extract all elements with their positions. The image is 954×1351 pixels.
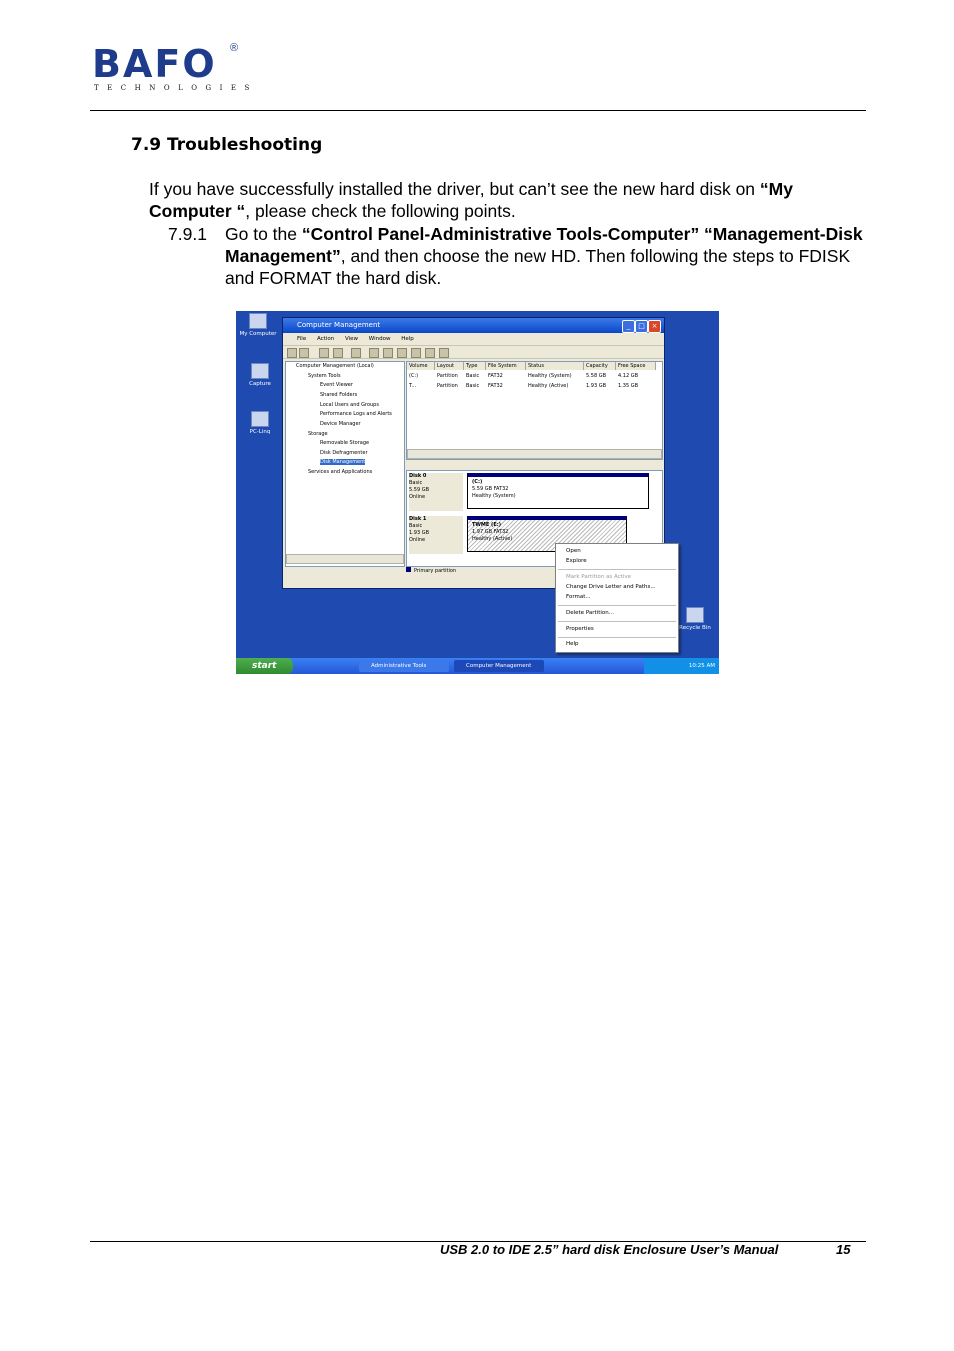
logo-registered-mark: ® [230, 42, 239, 54]
partition-label: TWME (E:) [472, 522, 502, 528]
footer-title: USB 2.0 to IDE 2.5” hard disk Enclosure User’s Manual [440, 1242, 779, 1257]
table-cell: FAT32 [488, 383, 503, 389]
disk1-state: Online [409, 537, 426, 543]
toolbar [283, 346, 664, 359]
tree-item[interactable]: Device Manager [320, 421, 361, 427]
tree-item[interactable]: Shared Folders [320, 392, 358, 398]
disk0-label[interactable] [409, 473, 463, 511]
step-text-1: Go to the [225, 224, 302, 244]
legend-swatch [406, 567, 411, 572]
legend-label: Primary partition [414, 568, 457, 574]
table-cell: 5.58 GB [586, 373, 607, 379]
desktop-icon-label: Recycle Bin [679, 625, 711, 631]
intro-paragraph [149, 178, 869, 222]
taskbar [236, 658, 719, 674]
drive-icon[interactable] [439, 348, 449, 358]
table-cell: Basic [466, 373, 480, 379]
table-cell[interactable]: T... [409, 383, 417, 389]
desktop-icon-pc-linq[interactable] [240, 411, 280, 435]
task-administrative-tools[interactable]: Administrative Tools [359, 660, 449, 672]
column-header[interactable]: Volume [407, 362, 435, 370]
maximize-icon[interactable]: □ [635, 320, 648, 333]
tree-item[interactable]: Computer Management (Local) [296, 363, 374, 369]
table-cell: 4.12 GB [618, 373, 639, 379]
table-cell: Partition [437, 373, 458, 379]
partition-size: 1.97 GB FAT32 [472, 529, 509, 535]
table-cell: Healthy (Active) [528, 383, 569, 389]
context-item-delete-partition[interactable]: Delete Partition... [566, 610, 614, 616]
disk1-type: Basic [409, 523, 423, 529]
properties-icon[interactable] [351, 348, 361, 358]
up-icon[interactable] [319, 348, 329, 358]
computer-management-screenshot [236, 311, 719, 674]
intro-text-1: If you have successfully installed the driver, but can’t see the new hard disk on [149, 179, 760, 199]
tree-item[interactable]: Performance Logs and Alerts [320, 411, 392, 417]
logo-subtitle: TECHNOLOGIES [94, 84, 258, 92]
desktop-icon-recycle-bin[interactable] [675, 607, 715, 631]
column-header[interactable]: Status [526, 362, 584, 370]
menu-separator [558, 621, 676, 622]
tree-item[interactable]: Removable Storage [320, 440, 370, 446]
desktop-icon-label: PC-Linq [249, 429, 271, 435]
check-icon[interactable] [397, 348, 407, 358]
bafo-logo [92, 42, 258, 98]
table-cell: 1.93 GB [586, 383, 607, 389]
table-cell: Partition [437, 383, 458, 389]
table-cell[interactable]: (C:) [409, 373, 419, 379]
disk0-size: 5.59 GB [409, 487, 430, 493]
context-item-explore[interactable]: Explore [566, 558, 587, 564]
recycle-bin-icon [686, 607, 704, 623]
table-cell: Basic [466, 383, 480, 389]
table-cell: 1.35 GB [618, 383, 639, 389]
step-bold: “Control Panel-Administrative Tools-Computer” “Management-Disk Management” [225, 224, 863, 266]
disk1-name: Disk 1 [409, 516, 427, 522]
menu-separator [558, 605, 676, 606]
context-item-mark-active: Mark Partition as Active [566, 574, 631, 580]
menu-action[interactable]: Action [316, 336, 335, 342]
tree-item[interactable]: Storage [308, 431, 328, 437]
disk0-state: Online [409, 494, 426, 500]
desktop-icon-label: My Computer [239, 331, 277, 337]
partition-legend [406, 567, 456, 574]
column-header[interactable]: File System [486, 362, 526, 370]
tree-item[interactable]: Services and Applications [308, 469, 373, 475]
disk1-label[interactable] [409, 516, 463, 554]
column-header[interactable]: Free Space [616, 362, 656, 370]
partition-label: (C:) [472, 479, 483, 485]
intro-text-2: , please check the following points. [245, 201, 516, 221]
delete-icon[interactable] [383, 348, 393, 358]
task-computer-management[interactable]: Computer Management [454, 660, 544, 672]
table-cell: Healthy (System) [528, 373, 572, 379]
partition-size: 5.59 GB FAT32 [472, 486, 509, 492]
context-item-properties[interactable]: Properties [566, 626, 594, 632]
context-item-open[interactable]: Open [566, 548, 581, 554]
page-number: 15 [836, 1242, 851, 1257]
back-icon[interactable] [287, 348, 297, 358]
disk0-name: Disk 0 [409, 473, 427, 479]
pc-linq-icon [251, 411, 269, 427]
menu-help[interactable]: Help [401, 336, 414, 342]
menu-window[interactable]: Window [368, 336, 391, 342]
list-scrollbar[interactable] [407, 449, 662, 459]
desktop-icon-label: Capture [249, 381, 271, 387]
step-text [225, 223, 865, 289]
open-icon[interactable] [411, 348, 421, 358]
tree-item-selected[interactable]: Disk Management [320, 459, 366, 465]
tree-item[interactable]: Event Viewer [320, 382, 353, 388]
close-icon[interactable]: × [648, 320, 661, 333]
disk1-size: 1.93 GB [409, 530, 430, 536]
system-tray [644, 658, 719, 674]
step-number: 7.9.1 [168, 224, 207, 244]
disk0-partition[interactable] [467, 473, 649, 509]
capture-icon [251, 363, 269, 379]
tree-icon[interactable] [333, 348, 343, 358]
menu-file[interactable]: File [297, 336, 307, 342]
column-header[interactable]: Layout [435, 362, 464, 370]
tree-item[interactable]: System Tools [308, 373, 341, 379]
menu-separator [558, 569, 676, 570]
computer-icon [249, 313, 267, 329]
tree-item[interactable]: Local Users and Groups [320, 402, 379, 408]
tree-scrollbar[interactable] [286, 554, 404, 564]
section-heading: 7.9 Troubleshooting [131, 135, 323, 155]
start-button[interactable]: start [236, 658, 293, 674]
context-item-change-drive-letter[interactable]: Change Drive Letter and Paths... [566, 584, 656, 590]
context-menu [555, 543, 679, 653]
window-titlebar[interactable] [283, 318, 664, 333]
step-text-2: , and then choose the new HD. Then following the steps to FDISK and FORMAT the hard disk. [225, 246, 851, 288]
window-title: Computer Management [297, 321, 381, 329]
partition-status: Healthy (Active) [472, 536, 513, 542]
table-cell: FAT32 [488, 373, 503, 379]
desktop-icon-my-computer[interactable] [238, 313, 278, 337]
tree-item[interactable]: Disk Defragmenter [320, 450, 368, 456]
header-rule [90, 110, 866, 111]
search-icon[interactable] [425, 348, 435, 358]
column-header[interactable]: Type [464, 362, 486, 370]
menu-separator [558, 637, 676, 638]
console-tree [285, 361, 405, 567]
partition-status: Healthy (System) [472, 493, 516, 499]
context-item-format[interactable]: Format... [566, 594, 591, 600]
menu-bar [283, 333, 664, 346]
logo-wordmark: BAFO [92, 42, 217, 86]
minimize-icon[interactable]: _ [622, 320, 635, 333]
disk0-type: Basic [409, 480, 423, 486]
forward-icon[interactable] [299, 348, 309, 358]
desktop-icon-capture[interactable] [240, 363, 280, 387]
column-header[interactable]: Capacity [584, 362, 616, 370]
help-icon[interactable] [369, 348, 379, 358]
context-item-help[interactable]: Help [566, 641, 579, 647]
clock[interactable]: 10:25 AM [688, 663, 715, 669]
menu-view[interactable]: View [344, 336, 359, 342]
volume-list [406, 361, 663, 460]
intro-bold: “My Computer “ [149, 179, 793, 221]
